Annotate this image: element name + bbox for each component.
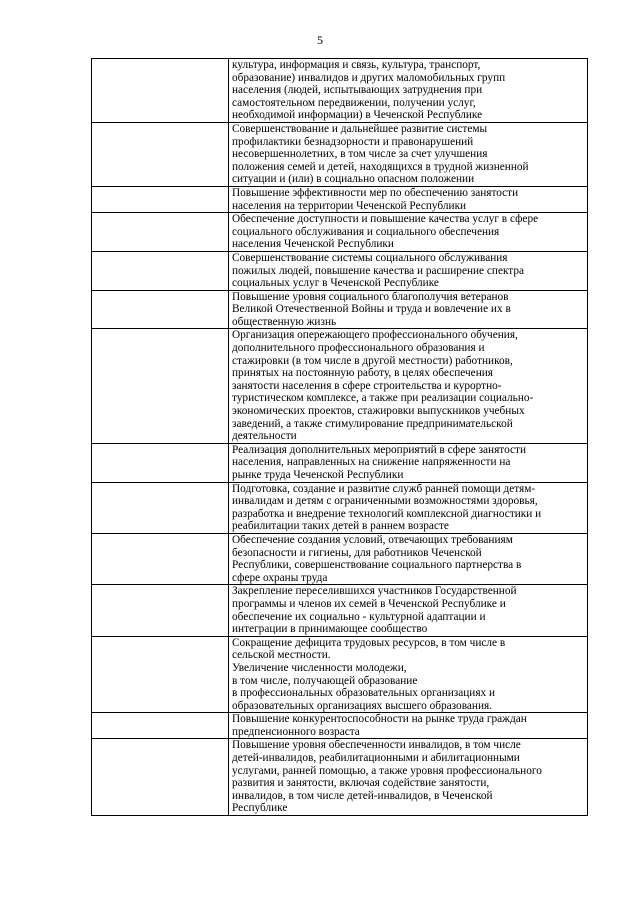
left-column-cell bbox=[92, 251, 229, 290]
left-column-cell bbox=[92, 59, 229, 123]
table-row bbox=[92, 533, 588, 584]
left-column-cell bbox=[92, 636, 229, 713]
goal-text-line: Сокращение дефицита трудовых ресурсов, в том числе в bbox=[232, 636, 506, 649]
goal-text-cell bbox=[229, 443, 588, 482]
goal-text-line: Повышение уровня социального благополучия ветеранов bbox=[232, 290, 509, 303]
left-column-cell bbox=[92, 122, 229, 186]
goal-text-cell bbox=[229, 186, 588, 212]
goal-text-line: интеграции в принимающее сообщество bbox=[232, 623, 428, 636]
goal-text-line: деятельности bbox=[232, 430, 297, 443]
goal-text-line: Обеспечение доступности и повышение качества услуг в сфере bbox=[232, 213, 539, 226]
page-number: 5 bbox=[317, 33, 323, 47]
goal-text-line: Повышение конкурентоспособности на рынке труда граждан bbox=[232, 713, 527, 726]
goal-text-cell bbox=[229, 713, 588, 739]
goal-text-line: Организация опережающего профессионального обучения, bbox=[232, 329, 518, 342]
left-column-cell bbox=[92, 585, 229, 636]
goal-text-line: образование) инвалидов и других маломобильных групп bbox=[232, 71, 506, 84]
goal-text-line: программы и членов их семей в Чеченской Республике и bbox=[232, 597, 506, 610]
goal-text-line: образовательных организациях высшего образования. bbox=[232, 699, 493, 712]
goal-text-line: Великой Отечественной Войны и труда и вовлечение их в bbox=[232, 303, 511, 316]
goal-text-line: культура, информация и связь, культура, транспорт, bbox=[232, 59, 481, 71]
goal-text-line: занятости населения в сфере строительства и курортно- bbox=[232, 379, 502, 392]
goal-text-cell bbox=[229, 482, 588, 533]
table-row bbox=[92, 636, 588, 713]
goal-text-line: стажировки (в том числе в другой местности) работников, bbox=[232, 354, 513, 367]
goal-text-line: предпенсионного возраста bbox=[232, 725, 360, 738]
goal-text-line: сельской местности. bbox=[232, 649, 331, 662]
goal-text-cell bbox=[229, 122, 588, 186]
goal-text-cell bbox=[229, 636, 588, 713]
goal-text-cell bbox=[229, 533, 588, 584]
left-column-cell bbox=[92, 482, 229, 533]
left-column-cell bbox=[92, 533, 229, 584]
table-row bbox=[92, 251, 588, 290]
table-row bbox=[92, 443, 588, 482]
goal-text-line: туристическом комплексе, а также при реализации социально- bbox=[232, 392, 534, 405]
goal-text-line: Закрепление переселившихся участников Государственной bbox=[232, 585, 517, 598]
goal-text-line: населения (людей, испытывающих затруднения при bbox=[232, 84, 483, 97]
goal-text-line: детей-инвалидов, реабилитационными и абилитационными bbox=[232, 752, 520, 765]
goal-text-line: безопасности и гигиены, для работников Чеченской bbox=[232, 546, 482, 559]
goals-table bbox=[91, 58, 588, 816]
goal-text-line: социальных услуг в Чеченской Республике bbox=[232, 277, 439, 290]
goal-text-cell bbox=[229, 59, 588, 123]
left-column-cell bbox=[92, 213, 229, 252]
goal-text-line: Республики, совершенствование социального партнерства в bbox=[232, 559, 522, 572]
goal-text-line: несовершеннолетних, в том числе за счет улучшения bbox=[232, 148, 488, 161]
goal-text-line: инвалидам и детям с ограниченными возможностями здоровья, bbox=[232, 495, 538, 508]
goal-text-line: развития и занятости, включая содействие занятости, bbox=[232, 777, 490, 790]
table-row bbox=[92, 713, 588, 739]
table-row bbox=[92, 329, 588, 443]
goal-text-line: общественную жизнь bbox=[232, 315, 337, 328]
goal-text-line: Подготовка, создание и развитие служб ранней помощи детям- bbox=[232, 482, 536, 495]
goal-text-line: Совершенствование и дальнейшее развитие системы bbox=[232, 122, 488, 135]
goal-text-line: самостоятельном передвижении, получении услуг, bbox=[232, 96, 476, 109]
goal-text-line: населения, направленных на снижение напряженности на bbox=[232, 456, 511, 469]
table-row bbox=[92, 122, 588, 186]
goal-text-line: Обеспечение создания условий, отвечающих требованиям bbox=[232, 533, 513, 546]
table-row bbox=[92, 585, 588, 636]
table-row bbox=[92, 482, 588, 533]
goal-text-line: населения на территории Чеченской Республики bbox=[232, 199, 467, 212]
goal-text-line: профилактики безнадзорности и правонарушений bbox=[232, 135, 474, 148]
goal-text-line: социального обслуживания и социального обеспечения bbox=[232, 225, 500, 238]
table-row bbox=[92, 213, 588, 252]
goal-text-line: Республике bbox=[232, 802, 288, 815]
left-column-cell bbox=[92, 186, 229, 212]
goal-text-cell bbox=[229, 739, 588, 816]
left-column-cell bbox=[92, 290, 229, 329]
left-column-cell bbox=[92, 443, 229, 482]
goal-text-cell bbox=[229, 329, 588, 443]
goal-text-line: населения Чеченской Республики bbox=[232, 238, 394, 251]
goal-text-line: экономических проектов, стажировки выпускников учебных bbox=[232, 405, 525, 418]
table-row bbox=[92, 59, 588, 123]
goal-text-line: положения семей и детей, находящихся в трудной жизненной bbox=[232, 160, 529, 173]
goal-text-cell bbox=[229, 213, 588, 252]
goal-text-cell bbox=[229, 585, 588, 636]
goal-text-line: Повышение эффективности мер по обеспечению занятости bbox=[232, 186, 519, 199]
table-row bbox=[92, 186, 588, 212]
goal-text-line: дополнительного профессионального образования и bbox=[232, 342, 485, 355]
goal-text-line: рынке труда Чеченской Республики bbox=[232, 469, 404, 481]
table-body bbox=[92, 59, 588, 816]
goal-text-line: услугами, ранней помощью, а также уровня профессионального bbox=[232, 764, 542, 777]
goal-text-line: разработка и внедрение технологий комплексной диагностики и bbox=[232, 507, 542, 520]
goal-text-line: Реализация дополнительных мероприятий в сфере занятости bbox=[232, 443, 527, 456]
left-column-cell bbox=[92, 713, 229, 739]
table-row bbox=[92, 290, 588, 329]
goal-text-line: принятых на постоянную работу, в целях обеспечения bbox=[232, 367, 493, 380]
goal-text-line: сфере охраны труда bbox=[232, 571, 328, 584]
left-column-cell bbox=[92, 739, 229, 816]
goal-text-line: реабилитации таких детей в раннем возрасте bbox=[232, 520, 449, 533]
goal-text-line: заведений, а также стимулирование предпринимательской bbox=[232, 417, 513, 430]
goal-text-line: необходимой информации) в Чеченской Республике bbox=[232, 109, 483, 122]
goal-text-line: пожилых людей, повышение качества и расширение спектра bbox=[232, 264, 525, 277]
goal-text-line: в том числе, получающей образование bbox=[232, 674, 418, 687]
left-column-cell bbox=[92, 329, 229, 443]
goal-text-line: Увеличение численности молодежи, bbox=[232, 661, 407, 674]
goal-text-line: Совершенствование системы социального обслуживания bbox=[232, 251, 508, 264]
goal-text-line: Повышение уровня обеспеченности инвалидов, в том числе bbox=[232, 739, 521, 752]
goal-text-line: инвалидов, в том числе детей-инвалидов, в Чеченской bbox=[232, 789, 493, 802]
goal-text-line: обеспечение их социально - культурной адаптации и bbox=[232, 610, 486, 623]
goal-text-cell bbox=[229, 290, 588, 329]
goal-text-line: в профессиональных образовательных организациях и bbox=[232, 687, 496, 700]
goal-text-cell bbox=[229, 251, 588, 290]
table-row bbox=[92, 739, 588, 816]
goal-text-line: ситуации и (или) в социально опасном положении bbox=[232, 173, 475, 186]
